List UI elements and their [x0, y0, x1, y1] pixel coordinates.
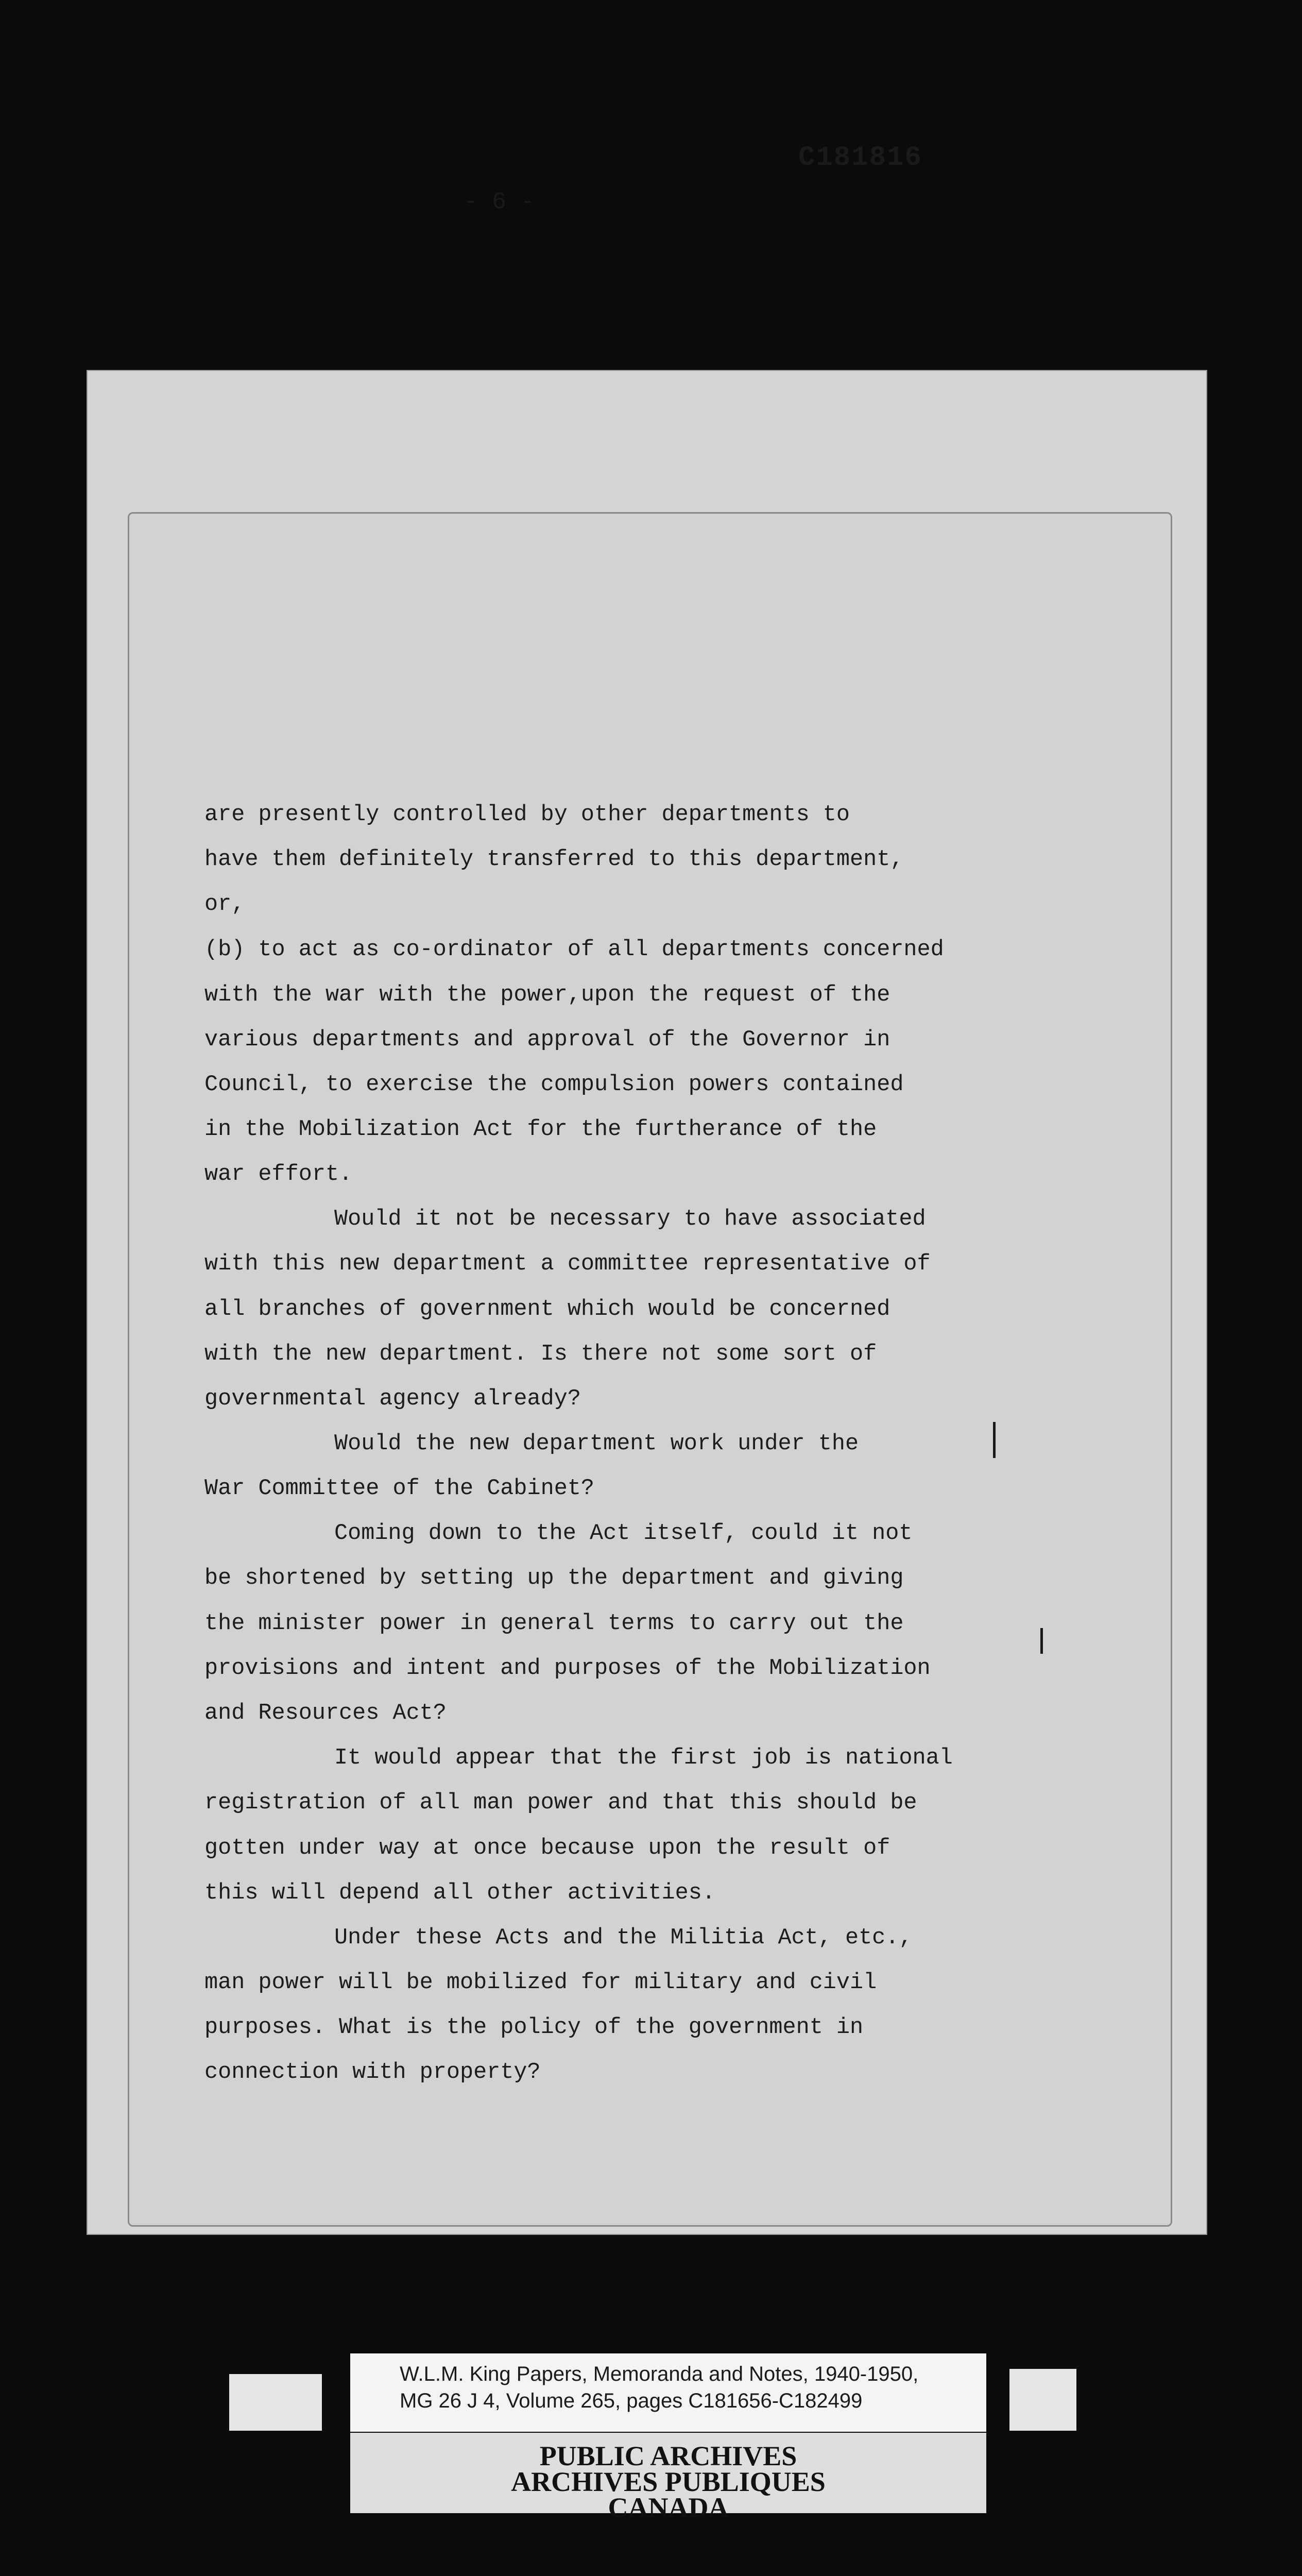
margin-mark	[993, 1422, 996, 1458]
archive-citation-label	[350, 2353, 986, 2432]
text-line: the minister power in general terms to carry out the	[204, 1611, 904, 1636]
text-line: and Resources Act?	[204, 1701, 447, 1726]
text-line: Would the new department work under the	[334, 1431, 859, 1456]
text-line: war effort.	[204, 1162, 353, 1187]
reference-number: C181816	[798, 142, 922, 174]
text-line: War Committee of the Cabinet?	[204, 1476, 595, 1501]
text-line: with this new department a committee representative of	[204, 1251, 931, 1277]
text-line: man power will be mobilized for military and civil	[204, 1970, 877, 1995]
text-line: connection with property?	[204, 2060, 541, 2085]
citation-line-1: W.L.M. King Papers, Memoranda and Notes, 1940-1950,	[400, 2363, 919, 2385]
text-line: It would appear that the first job is national	[334, 1745, 953, 1771]
label-tab-left	[229, 2374, 322, 2431]
text-line: Coming down to the Act itself, could it not	[334, 1521, 913, 1546]
text-line: governmental agency already?	[204, 1386, 581, 1412]
text-line: or,	[204, 892, 245, 917]
typed-page	[128, 512, 1172, 2227]
text-line: this will depend all other activities.	[204, 1880, 715, 1906]
citation-line-2: MG 26 J 4, Volume 265, pages C181656-C182499	[400, 2389, 863, 2412]
text-line: with the war with the power,upon the request of the	[204, 982, 890, 1008]
text-line: registration of all man power and that this should be	[204, 1790, 917, 1816]
text-line: are presently controlled by other departments to	[204, 802, 850, 827]
text-line: provisions and intent and purposes of the Mobilization	[204, 1656, 931, 1681]
text-line: with the new department. Is there not some sort of	[204, 1342, 877, 1367]
text-line: gotten under way at once because upon the result of	[204, 1836, 890, 1861]
stamp-line-1: PUBLIC ARCHIVES	[539, 2441, 797, 2471]
text-line: purposes. What is the policy of the government in	[204, 2015, 864, 2040]
page-number: - 6 -	[464, 189, 535, 215]
stamp-line-3: CANADA	[608, 2492, 729, 2523]
text-line: (b) to act as co-ordinator of all departments concerned	[204, 937, 944, 962]
text-line: various departments and approval of the Governor in	[204, 1027, 890, 1053]
margin-mark	[1040, 1628, 1043, 1654]
text-line: Would it not be necessary to have associated	[334, 1207, 926, 1232]
text-line: all branches of government which would be concerned	[204, 1297, 890, 1322]
archives-stamp	[350, 2433, 986, 2523]
text-line: Under these Acts and the Militia Act, etc.,	[334, 1925, 913, 1951]
text-line: Council, to exercise the compulsion powers contained	[204, 1072, 904, 1097]
label-tab-right	[1009, 2369, 1076, 2431]
text-line: be shortened by setting up the department and giving	[204, 1566, 904, 1591]
text-line: in the Mobilization Act for the furtherance of the	[204, 1117, 877, 1142]
stamp-line-2: ARCHIVES PUBLIQUES	[511, 2466, 826, 2497]
text-line: have them definitely transferred to this department,	[204, 847, 904, 872]
